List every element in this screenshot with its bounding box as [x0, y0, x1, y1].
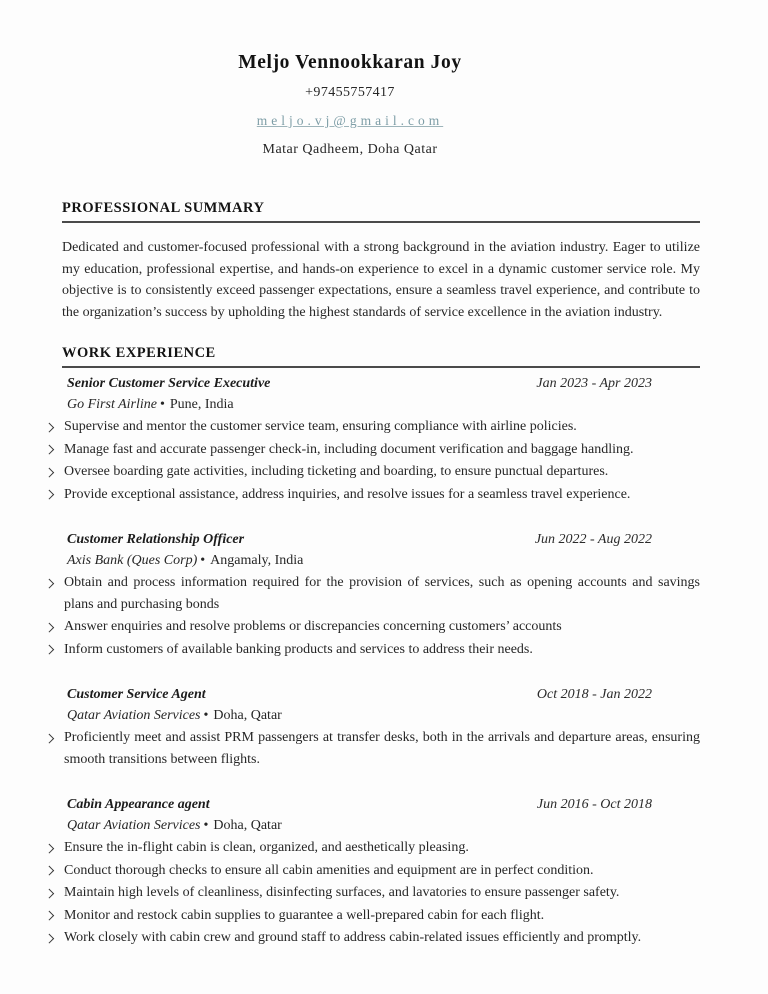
job-bullet-list — [44, 416, 700, 505]
arrowhead-bullet-icon — [44, 905, 64, 927]
bullet-text: Proficiently meet and assist PRM passengers at transfer desks, both in the arrivals and departure areas, ensuring smooth transitions between flights. — [64, 730, 700, 767]
arrowhead-bullet-icon — [44, 837, 64, 859]
job-company-line — [62, 815, 700, 836]
arrowhead-bullet-icon — [44, 616, 64, 638]
company-name: Go First Airline — [67, 397, 157, 412]
job-entry-customer-service-agent — [62, 684, 700, 770]
job-entry-cabin-appearance-agent — [62, 794, 700, 949]
professional-summary-section — [62, 199, 700, 323]
job-title: Customer Service Agent — [67, 687, 206, 702]
company-location-separator: • — [203, 818, 209, 833]
bullet-text: Obtain and process information required for the provision of services, such as opening accounts and savings plans and purchasing bonds — [64, 575, 700, 612]
company-location-separator: • — [200, 553, 206, 568]
bullet-text: Conduct thorough checks to ensure all cabin amenities and equipment are in perfect condition. — [64, 862, 594, 878]
bullet-text: Provide exceptional assistance, address inquiries, and resolve issues for a seamless travel experience. — [64, 486, 631, 502]
job-bullet — [44, 905, 700, 927]
job-header — [62, 529, 700, 550]
job-header — [62, 373, 700, 394]
job-bullet-list — [44, 837, 700, 949]
job-bullet — [44, 484, 700, 506]
job-dates: Jun 2022 - Aug 2022 — [534, 532, 652, 547]
job-title: Customer Relationship Officer — [67, 532, 245, 547]
job-bullet-list — [44, 727, 700, 770]
job-company-line — [62, 705, 700, 726]
job-entry-customer-relationship-officer — [62, 529, 700, 660]
job-title: Cabin Appearance agent — [67, 797, 210, 812]
bullet-text: Oversee boarding gate activities, including ticketing and boarding, to ensure punctual departures. — [64, 464, 609, 479]
arrowhead-bullet-icon — [44, 927, 64, 949]
job-bullet — [44, 860, 700, 882]
arrowhead-bullet-icon — [44, 727, 64, 770]
arrowhead-bullet-icon — [44, 484, 64, 506]
job-title: Senior Customer Service Executive — [67, 376, 271, 391]
job-header — [62, 684, 700, 705]
job-dates: Jun 2016 - Oct 2018 — [536, 797, 652, 812]
job-dates: Jan 2023 - Apr 2023 — [536, 376, 652, 391]
bullet-text: Maintain high levels of cleanliness, disinfecting surfaces, and lavatories to ensure passenger safety. — [64, 885, 620, 900]
bullet-text: Answer enquiries and resolve problems or discrepancies concerning customers’ accounts — [64, 619, 562, 634]
job-bullet — [44, 572, 700, 615]
job-bullet — [44, 727, 700, 770]
arrowhead-bullet-icon — [44, 572, 64, 615]
job-company-line — [62, 550, 700, 571]
job-bullet — [44, 927, 700, 949]
job-bullet — [44, 616, 700, 638]
bullet-text: Manage fast and accurate passenger check-in, including document verification and baggage handling. — [64, 441, 634, 457]
bullet-text: Inform customers of available banking products and services to address their needs. — [64, 641, 533, 657]
candidate-name: Meljo Vennookkaran Joy — [238, 52, 462, 73]
job-bullet-list — [44, 572, 700, 660]
company-location-separator: • — [159, 397, 165, 412]
job-bullet — [44, 416, 700, 438]
company-location: Doha, Qatar — [213, 818, 282, 833]
bullet-text: Work closely with cabin crew and ground staff to address cabin-related issues efficiently and promptly. — [64, 930, 642, 945]
address: Matar Qadheem, Doha Qatar — [262, 142, 438, 157]
arrowhead-bullet-icon — [44, 860, 64, 882]
section-heading-professional-summary: PROFESSIONAL SUMMARY — [62, 199, 700, 223]
job-bullet — [44, 882, 700, 904]
section-heading-work-experience: WORK EXPERIENCE — [62, 344, 700, 368]
phone-number: +97455757417 — [305, 85, 395, 100]
company-location: Angamaly, India — [210, 553, 304, 568]
job-bullet — [44, 639, 700, 661]
company-name: Qatar Aviation Services — [67, 708, 201, 723]
arrowhead-bullet-icon — [44, 439, 64, 461]
summary-paragraph: Dedicated and customer-focused professional with a strong background in the aviation industry. Eager to utilize my education, professional expertise, and hands-on experience to excel in a dynamic customer service role. My objective is to consistently exceed passenger expectations, ensure a seamless travel experience, and contribute to the organization’s success by upholding the highest standards of service excellence in the aviation industry. — [62, 240, 700, 320]
arrowhead-bullet-icon — [44, 416, 64, 438]
arrowhead-bullet-icon — [44, 461, 64, 483]
company-location-separator: • — [203, 708, 209, 723]
bullet-text: Monitor and restock cabin supplies to guarantee a well-prepared cabin for each flight. — [64, 907, 545, 923]
email-row — [62, 111, 638, 132]
job-bullet — [44, 461, 700, 483]
bullet-text: Ensure the in-flight cabin is clean, organized, and aesthetically pleasing. — [64, 840, 469, 855]
job-dates: Oct 2018 - Jan 2022 — [536, 687, 652, 702]
arrowhead-bullet-icon — [44, 639, 64, 661]
arrowhead-bullet-icon — [44, 882, 64, 904]
work-experience-section — [62, 344, 700, 949]
company-location: Doha, Qatar — [213, 708, 282, 723]
bullet-text: Supervise and mentor the customer service team, ensuring compliance with airline policies. — [64, 419, 577, 434]
company-location: Pune, India — [169, 397, 234, 412]
job-bullet — [44, 837, 700, 859]
resume-header — [62, 50, 638, 160]
job-company-line — [62, 394, 700, 415]
company-name: Qatar Aviation Services — [67, 818, 201, 833]
company-name: Axis Bank (Ques Corp) — [67, 553, 198, 568]
job-bullet — [44, 439, 700, 461]
job-header — [62, 794, 700, 815]
job-entry-senior-customer-service-executive — [62, 373, 700, 505]
email-link[interactable]: meljo.vj@gmail.com — [256, 113, 444, 128]
